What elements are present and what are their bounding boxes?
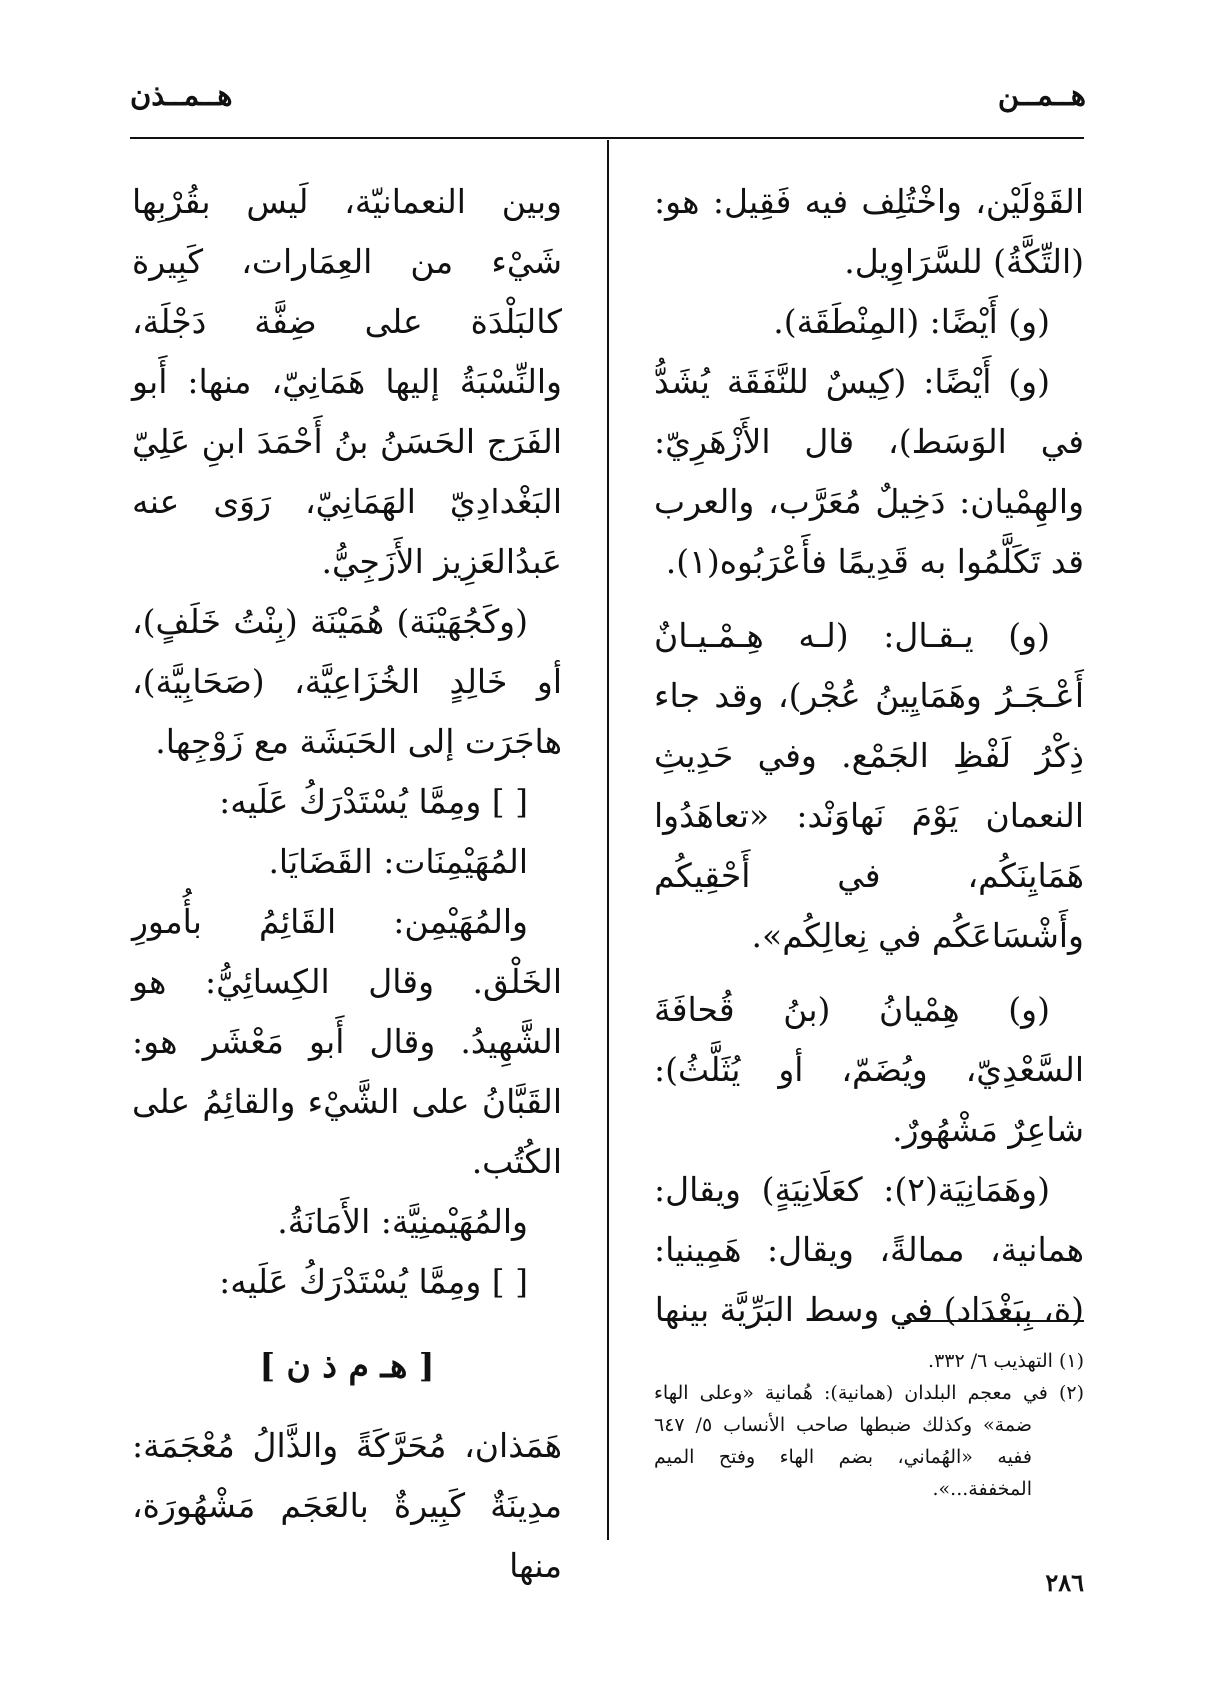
- paragraph: والمُهَيْمنِيَّة: الأَمَانَةُ.: [277, 1202, 528, 1241]
- paragraph: وبين النعمانيّة، لَيس بقُرْبِها شَيْء من العِمَارات، كَبِيرة كالبَلْدَة على ضِفَّة دَجْلَة، والنِّسْبَةُ إليها هَمَانِيّ، منها: أَبو الفَرَج الحَسَنُ بنُ أَحْمَدَ ابنِ عَلِيّ البَغْدادِيّ الهَمَانِيّ، رَوَى عنه عَبدُالعَزِيز الأَزَجِيُّ.: [132, 182, 562, 581]
- paragraph: (و) هِمْيانُ (بنُ قُحافَةَ السَّعْدِيّ، ويُضَمّ، أو يُثَلَّثُ): شاعِرٌ مَشْهُورٌ.: [654, 990, 1084, 1149]
- header-rule: [130, 137, 1084, 139]
- paragraph: والمُهَيْمِن: القَائِمُ بأُمورِ الخَلْق. وقال الكِسائِيُّ: هو الشَّهِيدُ. وقال أَبو مَعْشَر هو: القَبَّانُ على الشَّيْء والقائِمُ على الكُتُب.: [132, 902, 562, 1181]
- entry-heading: [ هـ م ذ ن ]: [259, 1346, 435, 1385]
- paragraph: هَمَذان، مُحَرَّكَةً والذَّالُ مُعْجَمَة: مدِينَةٌ كَبِيرةٌ بالعَجَم مَشْهُورَة، منها: [132, 1426, 562, 1585]
- paragraph: (و) أَيْضًا: (كِيسٌ للنَّفَقَة يُشَدُّ في الوَسَط)، قال الأَزْهَرِيّ: والهِمْيان: دَخِيلٌ مُعَرَّب، والعرب قد تَكَلَّمُوا به قَدِيمًا فأَعْرَبُوه(١).: [654, 362, 1084, 581]
- paragraph: المُهَيْمِنَات: القَضَايَا.: [268, 842, 528, 881]
- paragraph: [ ] ومِمَّا يُسْتَدْرَكُ عَلَيه:: [219, 782, 528, 821]
- paragraph: القَوْلَيْن، واخْتُلِف فيه فَقِيل: هو: (التِّكَّةُ) للسَّرَاوِيل.: [654, 182, 1084, 281]
- page-number: ٢٨٦: [1045, 1568, 1084, 1597]
- column-divider: [607, 140, 609, 1540]
- paragraph: [ ] ومِمَّا يُسْتَدْرَكُ عَلَيه:: [219, 1262, 528, 1301]
- left-column: [132, 172, 562, 1596]
- paragraph: (وكَجُهَيْنَة) هُمَيْنَة (بِنْتُ خَلَفٍ)، أو خَالِدٍ الخُزَاعِيَّة، (صَحَابِيَّة)، هاجَرَت إلى الحَبَشَة مع زَوْجِها.: [132, 602, 562, 761]
- paragraph: (و) يـقـال: (لـه هِـمْـيـانٌ أَعْـجَـرُ وهَمَايِينُ عُجْر)، وقد جاء ذِكْرُ لَفْظِ الجَمْع. وفي حَدِيثِ النعمان يَوْمَ نَهاوَنْد: «تعاهَدُوا هَمَايِنَكُم، في أَحْقِيكُم وأَشْسَاعَكُم في نِعالِكُم».: [654, 616, 1084, 955]
- footnotes: [654, 1345, 1084, 1505]
- footnote-rule: [904, 1320, 1084, 1322]
- running-head-right: هــمــن: [997, 78, 1086, 112]
- right-column: [654, 172, 1084, 1340]
- footnote: (٢) في معجم البلدان (همانية): هُمانية «وعلى الهاء ضمة» وكذلك ضبطها صاحب الأنساب ٥/ ٦٤٧ ففيه «الهُماني، بضم الهاء وفتح الميم المخففة...».: [654, 1382, 1084, 1500]
- paragraph: (و) أَيْضًا: (المِنْطَقَة).: [773, 302, 1050, 341]
- footnote: (١) التهذيب ٦/ ٣٣٢.: [928, 1350, 1084, 1372]
- running-head-left: هــمــذن: [130, 78, 233, 112]
- paragraph: (وهَمَانِيَة(٢): كعَلَانِيَةٍ) ويقال: همانية، ممالةً، ويقال: هَمِينيا: (ة، بِبَغْدَاد) في وسط البَرِّيَّة بينها: [654, 1170, 1084, 1329]
